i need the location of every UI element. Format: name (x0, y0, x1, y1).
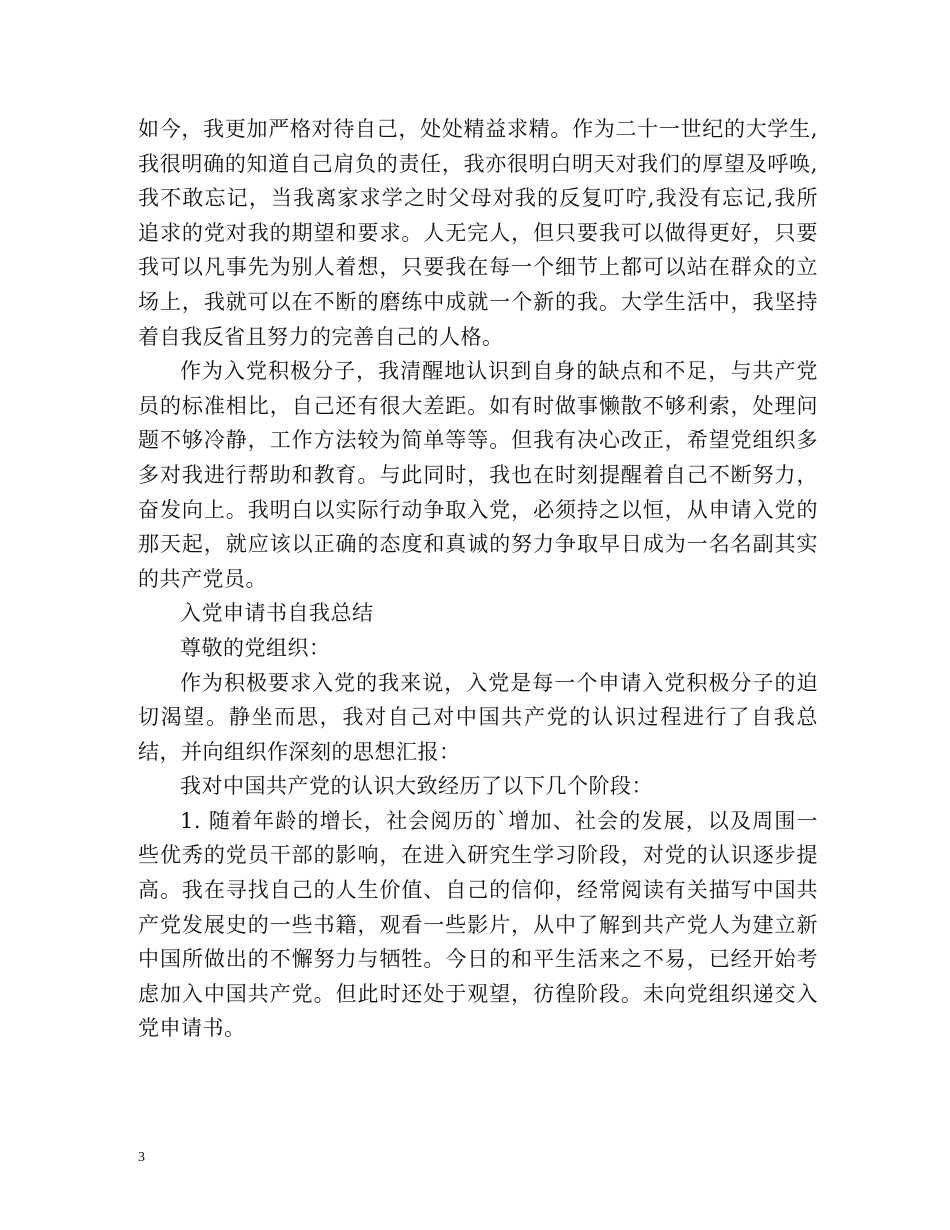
paragraph: 如今，我更加严格对待自己，处处精益求精。作为二十一世纪的大学生,我很明确的知道自己肩负的责任，我亦很明白明天对我们的厚望及呼唤,我不敢忘记，当我离家求学之时父母对我的反复叮咛,我没有忘记,我所追求的党对我的期望和要求。人无完人，但只要我可以做得更好，只要我可以凡事先为别人着想，只要我在每一个细节上都可以站在群众的立场上，我就可以在不断的磨练中成就一个新的我。大学生活中，我坚持着自我反省且努力的完善自己的人格。 (138, 117, 818, 349)
section-heading: 入党申请书自我总结 (180, 601, 374, 626)
page-number: 3 (138, 1150, 145, 1165)
document-body (138, 112, 818, 1046)
salutation: 尊敬的党组织： (180, 635, 331, 660)
paragraph: 作为积极要求入党的我来说，入党是每一个申请入党积极分子的迫切渴望。静坐而思，我对自己对中国共产党的认识过程进行了自我总结，并向组织作深刻的思想汇报： (138, 670, 818, 764)
paragraph: 作为入党积极分子，我清醒地认识到自身的缺点和不足，与共产党员的标准相比，自己还有很大差距。如有时做事懒散不够利索，处理问题不够冷静，工作方法较为简单等等。但我有决心改正，希望党组织多多对我进行帮助和教育。与此同时，我也在时刻提醒着自己不断努力，奋发向上。我明白以实际行动争取入党，必须持之以恒，从申请入党的那天起，就应该以正确的态度和真诚的努力争取早日成为一名名副其实的共产党员。 (138, 359, 818, 591)
paragraph: 我对中国共产党的认识大致经历了以下几个阶段： (180, 774, 653, 799)
paragraph: 1. 随着年龄的增长，社会阅历的`增加、社会的发展，以及周围一些优秀的党员干部的影响，在进入研究生学习阶段，对党的认识逐步提高。我在寻找自己的人生价值、自己的信仰，经常阅读有关描写中国共产党发展史的一些书籍，观看一些影片，从中了解到共产党人为建立新中国所做出的不懈努力与牺牲。今日的和平生活来之不易，已经开始考虑加入中国共产党。但此时还处于观望，彷徨阶段。未向党组织递交入党申请书。 (138, 808, 818, 1041)
